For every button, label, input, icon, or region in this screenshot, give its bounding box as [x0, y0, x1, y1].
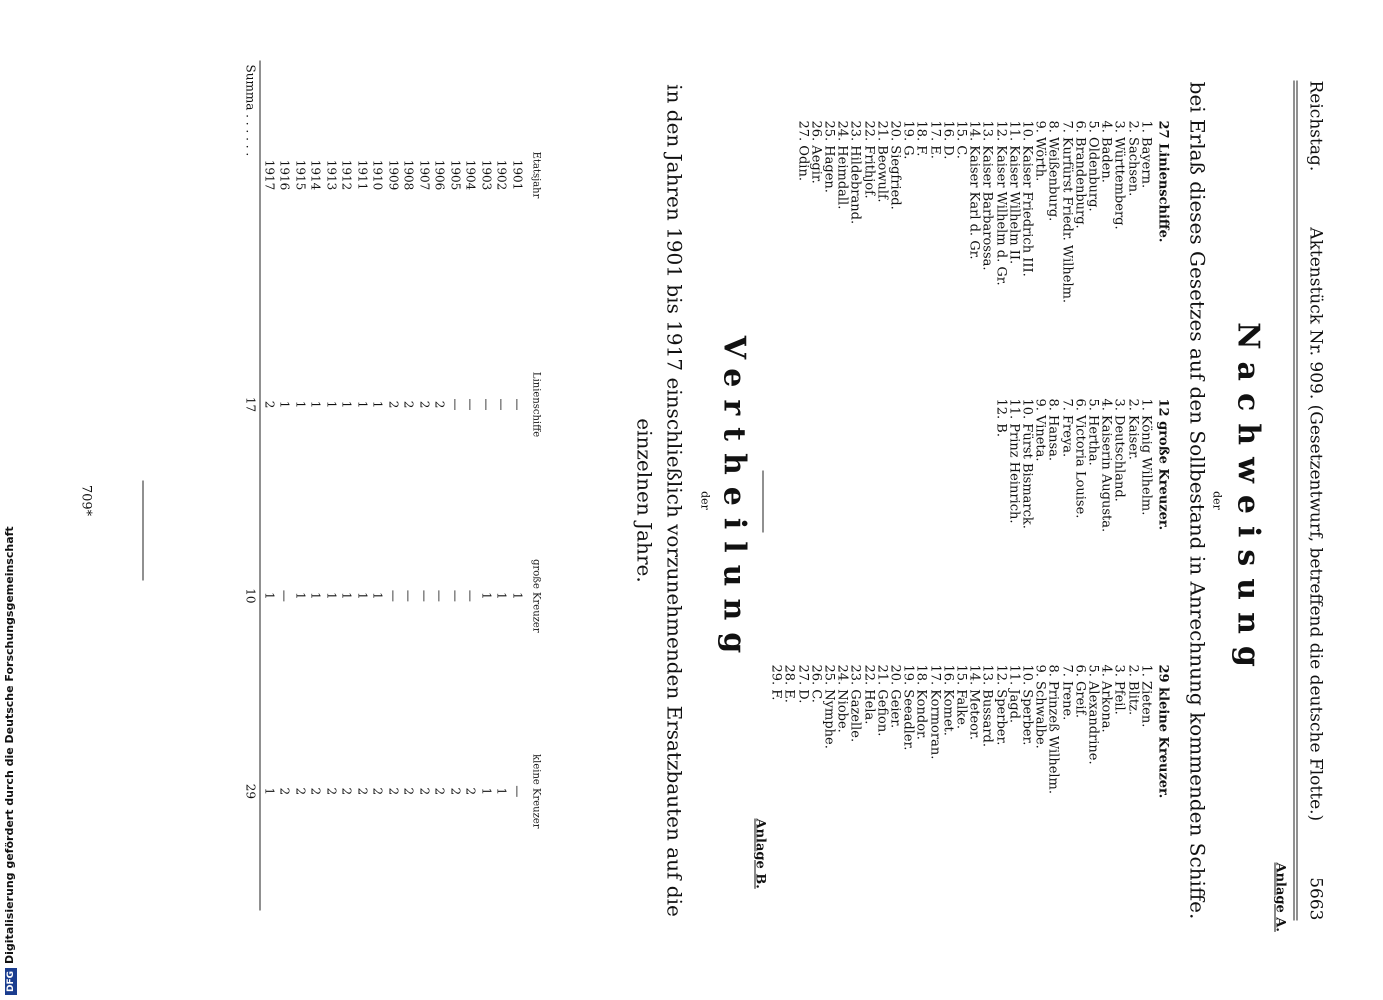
row-linienschiffe: 1	[308, 400, 323, 408]
table-end-rule	[142, 480, 143, 580]
grosser-kreuzer-item: 1. König Wilhelm.	[1137, 398, 1153, 515]
kleine-kreuzer-column	[769, 664, 1169, 798]
grosser-kreuzer-item: 7. Freya.	[1058, 398, 1074, 457]
row-linienschiffe: —	[479, 398, 493, 411]
nachweisung-der: der	[1210, 490, 1223, 510]
col-header-kleine-kreuzer: kleine Kreuzer	[530, 753, 541, 829]
dfg-logo: DFG	[5, 968, 17, 995]
table-row	[447, 60, 463, 910]
row-linienschiffe: —	[494, 398, 509, 411]
grosser-kreuzer-item: 5. Hertha.	[1084, 398, 1100, 466]
row-grosse-kreuzer: —	[386, 589, 400, 602]
linienschiffe-heading: 27 Linienschiffe.	[1155, 120, 1170, 242]
row-linienschiffe: 1	[370, 400, 385, 408]
kleiner-kreuzer-item: 9. Schwalbe.	[1032, 664, 1048, 749]
linienschiff-item: 27. Odin.	[794, 120, 810, 181]
row-kleine-kreuzer: 2	[448, 787, 462, 795]
row-linienschiffe: 2	[386, 400, 400, 408]
row-kleine-kreuzer: 1	[494, 787, 509, 795]
row-year: 1906	[432, 159, 447, 190]
grosser-kreuzer-item: 2. Kaiser.	[1124, 398, 1140, 460]
table-row	[292, 60, 308, 910]
row-kleine-kreuzer: 2	[308, 787, 323, 795]
linienschiff-item: 5. Oldenburg.	[1084, 120, 1100, 212]
linienschiff-item: 15. C.	[952, 120, 968, 159]
row-grosse-kreuzer: —	[432, 589, 447, 602]
kleine-kreuzer-heading: 29 kleine Kreuzer.	[1155, 664, 1170, 798]
kleiner-kreuzer-item: 26. C.	[807, 664, 823, 703]
row-linienschiffe: —	[463, 398, 478, 411]
table-row	[338, 60, 354, 910]
row-kleine-kreuzer: 1	[262, 787, 276, 795]
row-year: 1902	[494, 159, 509, 190]
table-sum-row	[242, 60, 260, 910]
kleiner-kreuzer-item: 14. Meteor.	[966, 664, 982, 740]
linienschiff-item: 14. Kaiser Karl d. Gr.	[966, 120, 982, 259]
kleiner-kreuzer-item: 12. Sperber.	[992, 664, 1008, 745]
kleiner-kreuzer-item: 2. Blitz.	[1124, 664, 1140, 715]
linienschiff-item: 16. D.	[939, 120, 955, 159]
grosser-kreuzer-item: 10. Fürst Bismarck.	[1018, 398, 1034, 529]
row-linienschiffe: 2	[432, 400, 447, 408]
footer-page-number: 709*	[78, 484, 93, 516]
linienschiff-item: 17. E.	[926, 120, 942, 159]
kleiner-kreuzer-item: 6. Greif.	[1071, 664, 1087, 718]
kleiner-kreuzer-item: 17. Kormoran.	[926, 664, 942, 759]
anlage-a-label: Anlage A.	[1272, 862, 1287, 932]
linienschiff-item: 26. Aegir.	[807, 120, 823, 184]
grosser-kreuzer-item: 6. Victoria Louise.	[1071, 398, 1087, 518]
linienschiff-item: 24. Heimdall.	[834, 120, 850, 209]
table-row	[385, 60, 401, 910]
header-middle: Aktenstück Nr. 909. (Gesetzentwurf, betreffend die deutsche Flotte.)	[1305, 226, 1325, 821]
vertheilung-title: Vertheilung	[716, 335, 751, 665]
row-grosse-kreuzer: 1	[339, 591, 354, 600]
row-year: 1911	[355, 159, 369, 190]
row-linienschiffe: —	[448, 398, 462, 411]
row-linienschiffe: 1	[355, 400, 369, 408]
header-rule	[1296, 80, 1297, 920]
row-grosse-kreuzer: 1	[494, 591, 509, 600]
row-kleine-kreuzer: 2	[293, 787, 307, 795]
row-grosse-kreuzer: 1	[370, 591, 385, 600]
grosse-kreuzer-heading: 12 große Kreuzer.	[1155, 398, 1170, 530]
nachweisung-subtitle: bei Erlaß dieses Gesetzes auf den Sollbestand in Anrechnung kommenden Schiffe.	[1185, 81, 1209, 919]
table-row	[400, 60, 416, 910]
col-header-linienschiffe: Linienschiffe	[530, 371, 541, 437]
row-kleine-kreuzer: 2	[277, 787, 292, 795]
running-header	[1305, 80, 1325, 920]
linienschiff-item: 1. Bayern.	[1137, 120, 1153, 188]
kleiner-kreuzer-item: 18. Kondor.	[913, 664, 929, 740]
table-row	[431, 60, 447, 910]
table-row	[260, 60, 276, 910]
linienschiff-item: 21. Beowulf.	[873, 120, 889, 203]
table-header-row	[524, 60, 541, 910]
section-divider	[762, 470, 763, 532]
row-year: 1907	[417, 159, 431, 190]
row-grosse-kreuzer: 1	[510, 591, 524, 600]
table-row	[416, 60, 432, 910]
row-kleine-kreuzer: 2	[370, 787, 385, 795]
kleiner-kreuzer-item: 1. Zieten.	[1137, 664, 1153, 727]
table-row	[462, 60, 478, 910]
row-year: 1915	[293, 159, 307, 190]
kleiner-kreuzer-item: 24. Niobe.	[834, 664, 850, 733]
row-linienschiffe: 2	[262, 400, 276, 408]
kleiner-kreuzer-item: 3. Pfeil.	[1111, 664, 1127, 715]
linienschiff-item: 22. Frithjof.	[860, 120, 876, 199]
table-row	[354, 60, 370, 910]
row-kleine-kreuzer: 2	[324, 787, 338, 795]
row-linienschiffe: 2	[401, 400, 416, 408]
row-year: 1905	[448, 159, 462, 190]
kleiner-kreuzer-item: 28. E.	[781, 664, 797, 703]
row-year: 1903	[479, 159, 493, 190]
col-header-grosse-kreuzer: große Kreuzer	[530, 558, 541, 633]
kleiner-kreuzer-item: 10. Sperber.	[1018, 664, 1034, 745]
table-row	[478, 60, 494, 910]
kleiner-kreuzer-item: 29. F.	[768, 664, 784, 700]
linienschiff-item: 10. Kaiser Friedrich III.	[1018, 120, 1034, 277]
header-rule-2	[1293, 80, 1294, 920]
linienschiffe-column	[795, 120, 1169, 303]
kleiner-kreuzer-item: 25. Nymphe.	[820, 664, 836, 749]
row-year: 1909	[386, 159, 400, 190]
row-grosse-kreuzer: 1	[479, 591, 493, 600]
kleiner-kreuzer-item: 20. Geier.	[886, 664, 902, 728]
table-row	[509, 60, 525, 910]
grosser-kreuzer-item: 11. Prinz Heinrich.	[1005, 398, 1021, 523]
row-grosse-kreuzer: 1	[308, 591, 323, 600]
table-row	[493, 60, 509, 910]
row-grosse-kreuzer: —	[463, 589, 478, 602]
sum-label: Summa . . . . . .	[242, 60, 260, 289]
row-year: 1908	[401, 159, 416, 190]
kleiner-kreuzer-item: 5. Alexandrine.	[1084, 664, 1100, 765]
row-kleine-kreuzer: 2	[432, 787, 447, 795]
kleiner-kreuzer-item: 4. Arkona.	[1098, 664, 1114, 733]
row-linienschiffe: 2	[417, 400, 431, 408]
linienschiff-item: 7. Kurfürst Friedr. Wilhelm.	[1058, 120, 1074, 303]
linienschiff-item: 2. Sachsen.	[1124, 120, 1140, 196]
sum-kleine-kreuzer: 29	[242, 672, 260, 910]
kleiner-kreuzer-item: 27. D.	[794, 664, 810, 703]
kleiner-kreuzer-item: 21. Gefion.	[873, 664, 889, 736]
row-year: 1914	[308, 159, 323, 190]
anlage-b-label: Anlage B.	[752, 818, 767, 889]
kleiner-kreuzer-item: 8. Prinzeß Wilhelm.	[1045, 664, 1061, 794]
nachweisung-title: Nachweisung	[1230, 321, 1265, 679]
linienschiff-item: 13. Kaiser Barbarossa.	[979, 120, 995, 270]
linienschiff-item: 12. Kaiser Wilhelm d. Gr.	[992, 120, 1008, 286]
row-linienschiffe: 1	[324, 400, 338, 408]
vertheilung-der: der	[698, 490, 711, 510]
grosser-kreuzer-item: 4. Kaiserin Augusta.	[1098, 398, 1114, 532]
table-row	[307, 60, 323, 910]
vertheilung-subtitle: in den Jahren 1901 bis 1917 einschließlich vorzunehmenden Ersatzbauten auf die einzelnen Jahre.	[632, 83, 686, 917]
row-linienschiffe: 1	[339, 400, 354, 408]
linienschiff-item: 8. Weißenburg.	[1045, 120, 1061, 221]
header-page-number: 5663	[1305, 876, 1325, 920]
row-grosse-kreuzer: —	[417, 589, 431, 602]
linienschiff-item: 20. Siegfried.	[886, 120, 902, 210]
sum-linienschiffe: 17	[242, 289, 260, 519]
row-linienschiffe: 1	[293, 400, 307, 408]
linienschiff-item: 3. Württemberg.	[1111, 120, 1127, 230]
row-kleine-kreuzer: 2	[401, 787, 416, 795]
dfg-note: Digitalisierung gefördert durch die Deutsche Forschungsgemeinschaft	[3, 526, 16, 964]
linienschiff-item: 18. F.	[913, 120, 929, 156]
dfg-credit	[3, 0, 23, 995]
kleiner-kreuzer-item: 7. Irene.	[1058, 664, 1074, 720]
row-grosse-kreuzer: 1	[355, 591, 369, 600]
row-year: 1910	[370, 159, 385, 190]
row-linienschiffe: 1	[277, 400, 292, 408]
grosse-kreuzer-column	[993, 398, 1169, 532]
row-grosse-kreuzer: —	[448, 589, 462, 602]
kleiner-kreuzer-item: 19. Seeadler.	[900, 664, 916, 750]
linienschiff-item: 9. Wörth.	[1032, 120, 1048, 181]
row-grosse-kreuzer: 1	[262, 591, 276, 600]
kleiner-kreuzer-item: 16. Komet.	[939, 664, 955, 736]
kleiner-kreuzer-item: 23. Gazelle.	[847, 664, 863, 742]
linienschiff-item: 25. Hagen.	[820, 120, 836, 193]
kleiner-kreuzer-item: 13. Bussard.	[979, 664, 995, 747]
linienschiff-item: 4. Baden.	[1098, 120, 1114, 183]
row-kleine-kreuzer: 2	[417, 787, 431, 795]
sum-grosse-kreuzer: 10	[242, 519, 260, 672]
col-header-etatsjahr: Etatsjahr	[530, 151, 541, 198]
linienschiff-item: 11. Kaiser Wilhelm II.	[1005, 120, 1021, 264]
row-year: 1904	[463, 159, 478, 190]
row-grosse-kreuzer: —	[277, 589, 292, 602]
row-year: 1917	[262, 159, 276, 190]
linienschiff-item: 23. Hildebrand.	[847, 120, 863, 224]
header-left: Reichstag.	[1305, 80, 1325, 171]
kleiner-kreuzer-item: 15. Falke.	[952, 664, 968, 729]
row-grosse-kreuzer: 1	[324, 591, 338, 600]
grosser-kreuzer-item: 3. Deutschland.	[1111, 398, 1127, 502]
row-kleine-kreuzer: 2	[339, 787, 354, 795]
table-row	[369, 60, 385, 910]
row-year: 1901	[510, 159, 524, 190]
kleiner-kreuzer-item: 11. Jagd.	[1005, 664, 1021, 723]
linienschiff-item: 19. G.	[900, 120, 916, 159]
row-grosse-kreuzer: —	[401, 589, 416, 602]
row-grosse-kreuzer: 1	[293, 591, 307, 600]
grosser-kreuzer-item: 9. Vineta.	[1032, 398, 1048, 462]
row-year: 1913	[324, 159, 338, 190]
table-row	[276, 60, 292, 910]
row-linienschiffe: —	[510, 398, 524, 411]
grosser-kreuzer-item: 8. Hansa.	[1045, 398, 1061, 461]
table-row	[323, 60, 339, 910]
row-year: 1916	[277, 159, 292, 190]
kleiner-kreuzer-item: 22. Hela.	[860, 664, 876, 724]
row-kleine-kreuzer: 2	[386, 787, 400, 795]
linienschiff-item: 6. Brandenburg.	[1071, 120, 1087, 229]
ersatzbauten-table	[242, 60, 541, 910]
grosser-kreuzer-item: 12. B.	[992, 398, 1008, 437]
row-kleine-kreuzer: 1	[479, 787, 493, 795]
row-kleine-kreuzer: 2	[463, 787, 478, 795]
row-kleine-kreuzer: 2	[355, 787, 369, 795]
row-year: 1912	[339, 159, 354, 190]
row-kleine-kreuzer: —	[510, 784, 524, 797]
